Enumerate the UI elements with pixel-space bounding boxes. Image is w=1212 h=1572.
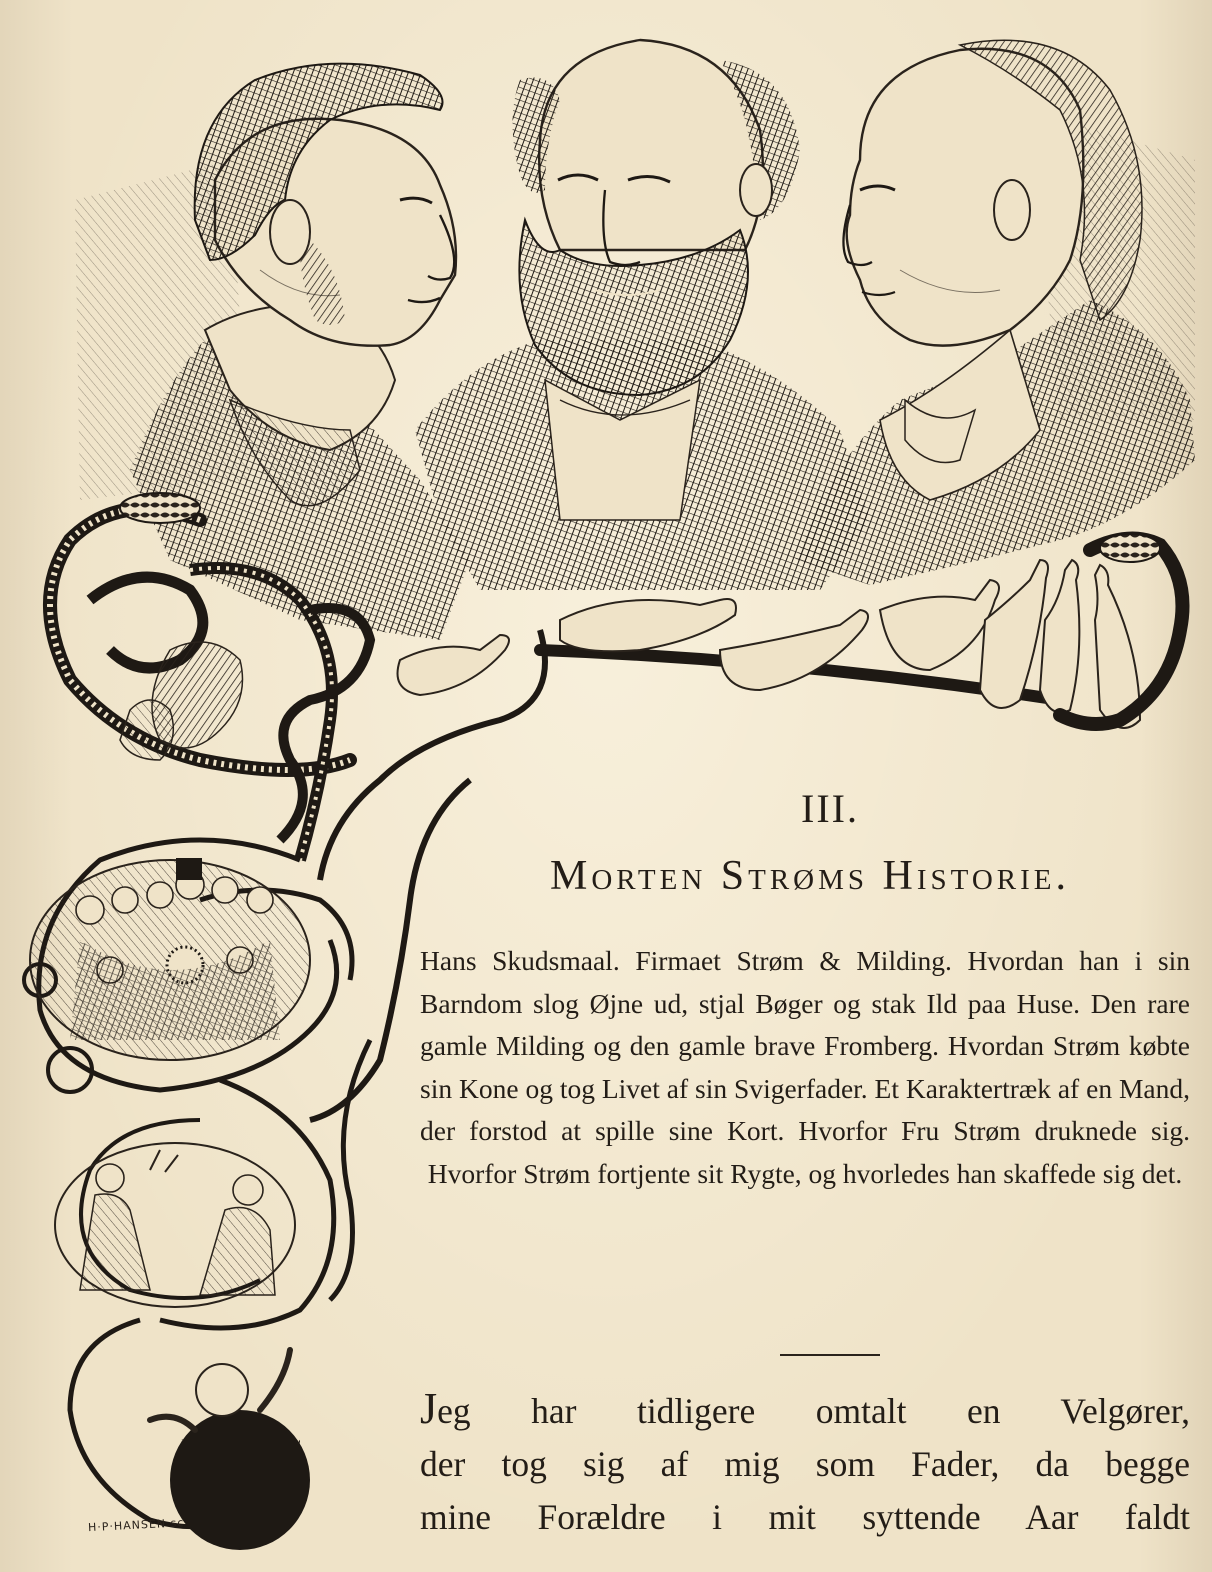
chapter-number: III. bbox=[801, 786, 859, 831]
engraver-signature: H·P·HANSEN sc bbox=[87, 1516, 185, 1535]
section-divider bbox=[780, 1354, 880, 1356]
chapter-title: Morten Strøms Historie. bbox=[550, 853, 1070, 899]
body-line-1-text: eg har tidligere omtalt en Velgører, bbox=[437, 1391, 1190, 1431]
drop-cap: J bbox=[420, 1384, 438, 1433]
body-line-3: mine Forældre i mit syttende Aar faldt bbox=[420, 1497, 1190, 1537]
chapter-summary: Hans Skudsmaal. Firmaet Strøm & Milding. Hvordan han i sin Barndom slog Øjne ud, stjal Bøger og stak Ild paa Huse. Den rare gamle Milding og den gamle brave Fromberg. Hvordan Strøm købte sin Kone og tog Livet af sin Svigerfader. Et Karaktertræk af en Mand, der forstod at spille sine Kort. Hvorfor Fru Strøm druknede sig. Hvorfor Strøm fortjente sit Rygte, og hvorledes han skaffede sig det. bbox=[420, 945, 1190, 1189]
women-vignette bbox=[55, 1143, 295, 1307]
crowd-vignette bbox=[30, 858, 310, 1060]
portrait-center bbox=[415, 40, 870, 590]
body-line-2: der tog sig af mig som Fader, da begge bbox=[420, 1444, 1190, 1484]
body-line-1 bbox=[420, 1382, 1190, 1438]
body-text bbox=[420, 1382, 1190, 1544]
fox-vignette bbox=[120, 642, 243, 760]
